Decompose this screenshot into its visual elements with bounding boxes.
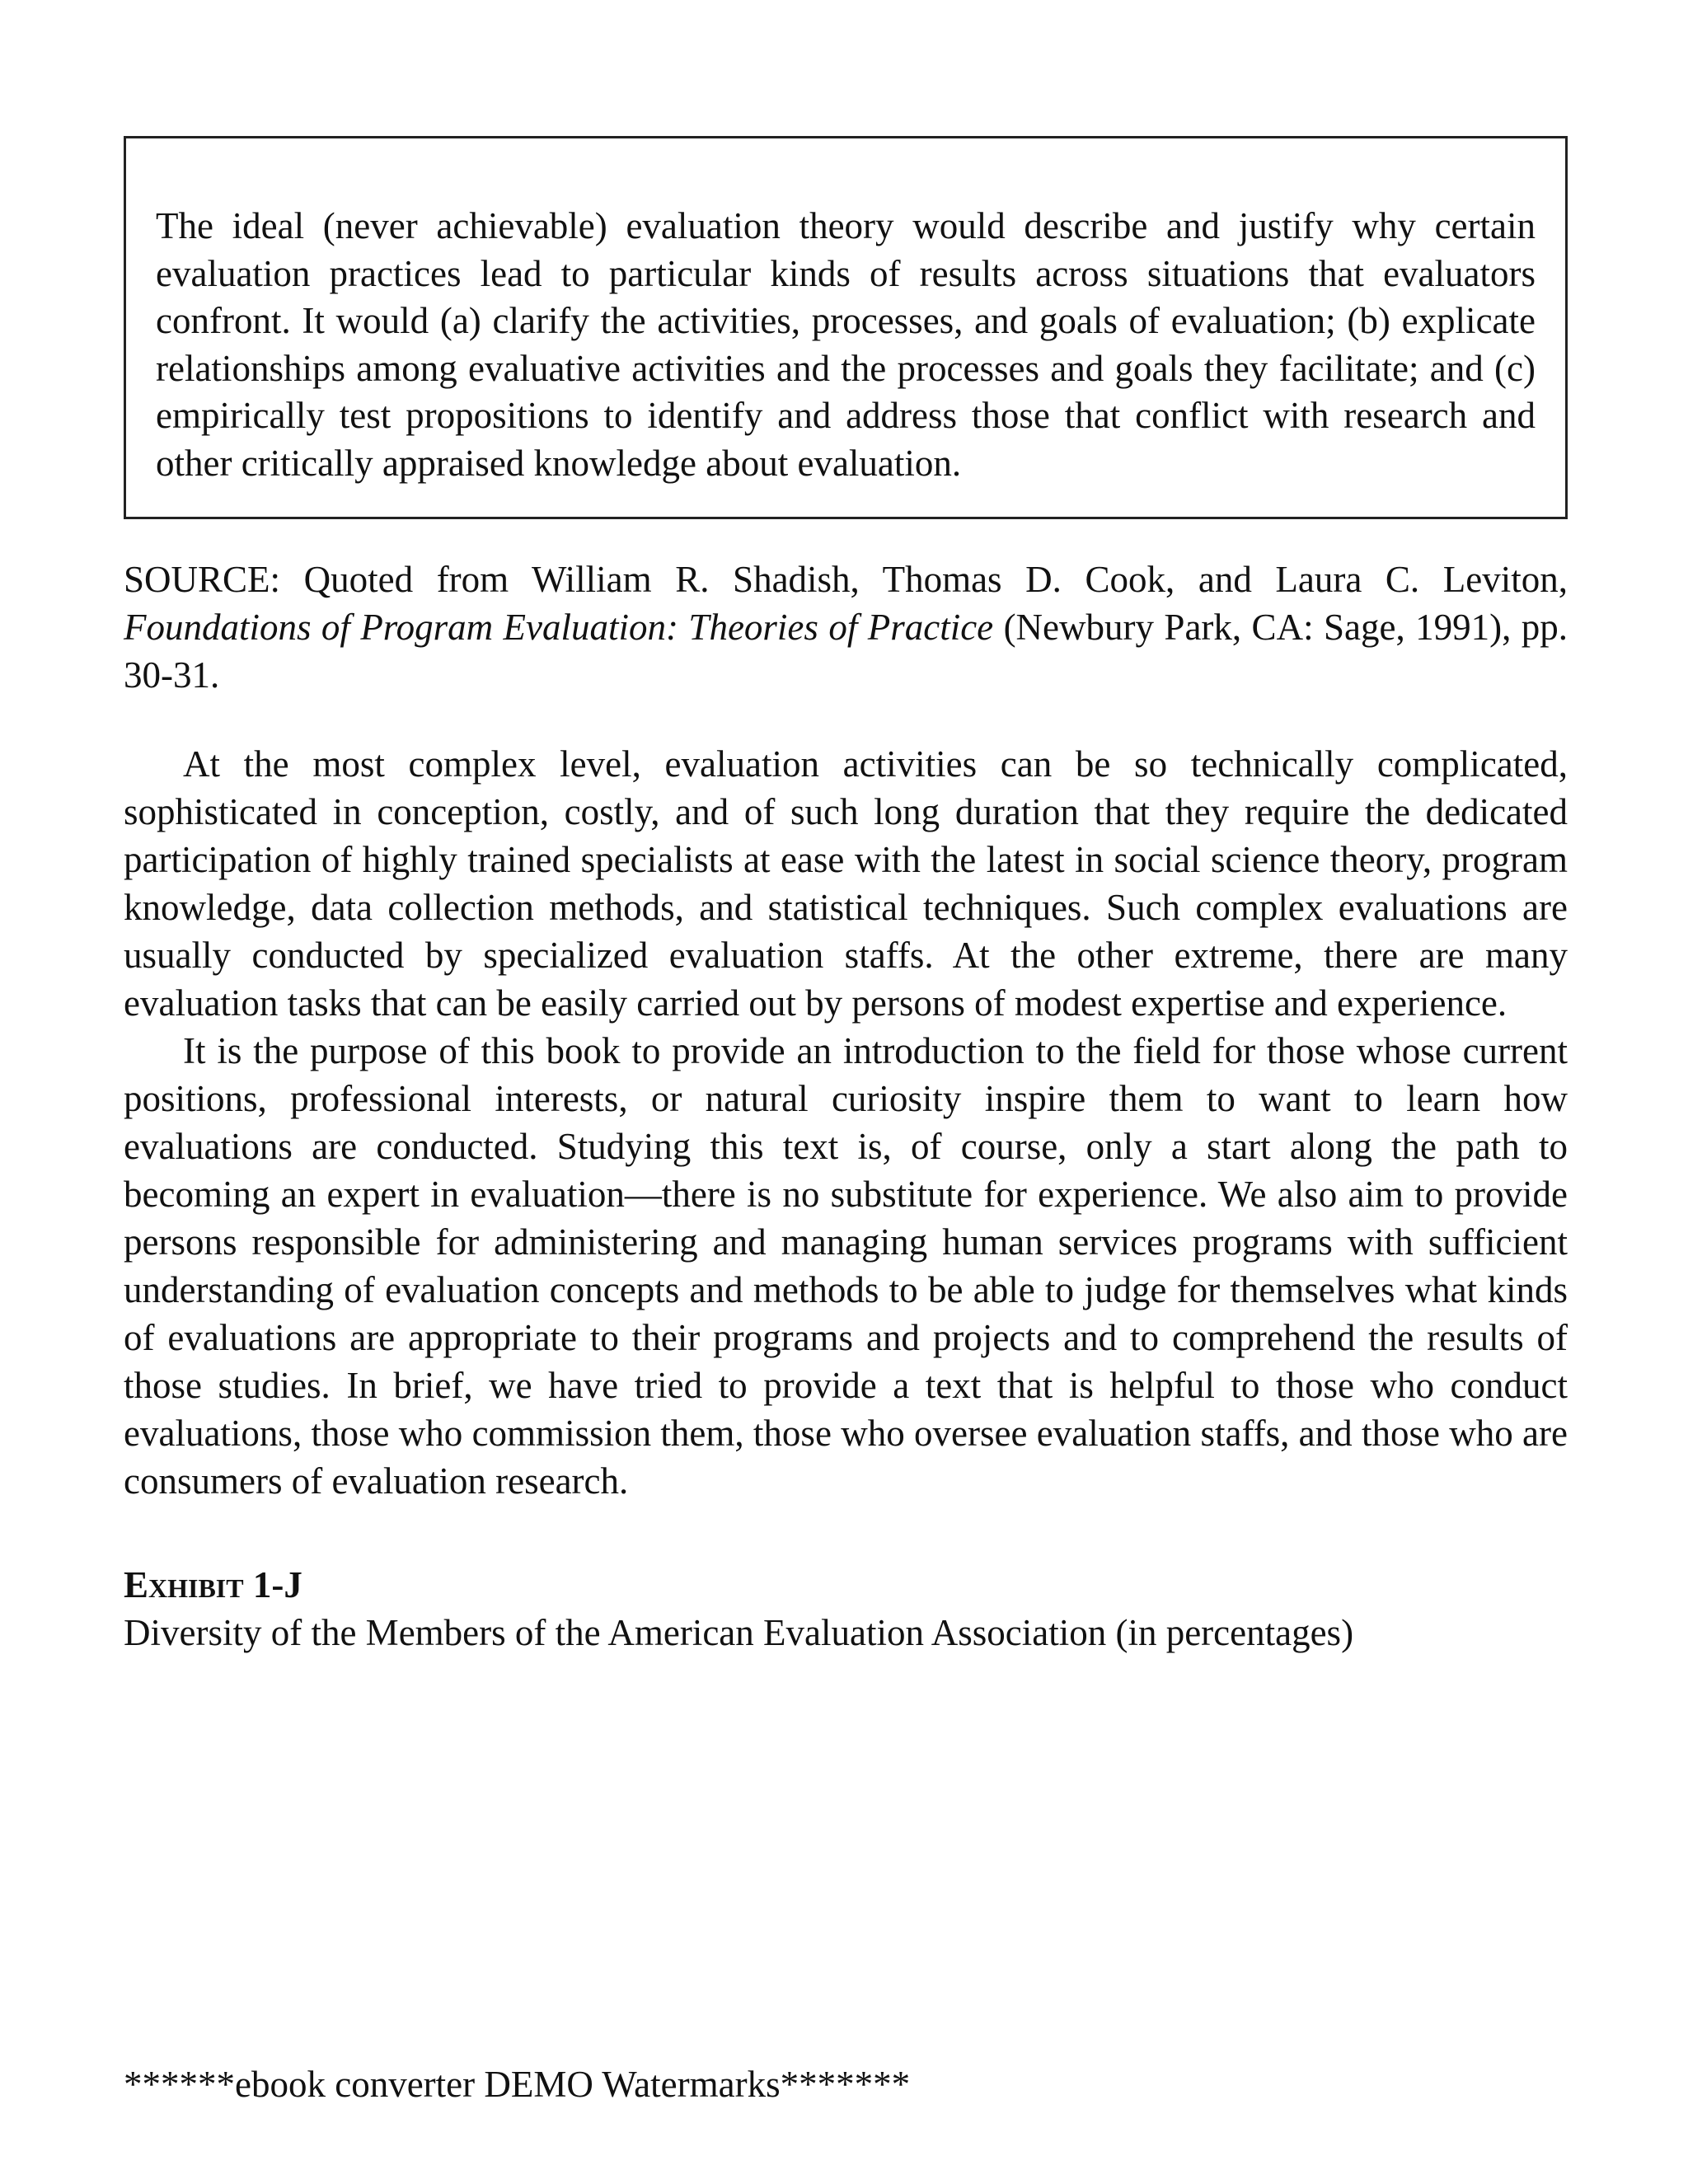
- quote-text: The ideal (never achievable) evaluation theory would describe and justify why certain evaluation practices lead to particular kinds of results across situations that evaluators confront. It would (a) clarify the activities, processes, and goals of evaluation; (b) explicate relationships among evaluative activities and the processes and goals they facilitate; and (c) empirically test propositions to identify and address those that conflict with research and other critically appraised knowledge about evaluation.: [156, 205, 1536, 484]
- page-content: [124, 136, 1568, 1657]
- exhibit-label: Exhibit 1-J: [124, 1564, 302, 1605]
- exhibit-caption: Diversity of the Members of the American Evaluation Association (in percentages): [124, 1612, 1354, 1653]
- watermark-text: ******ebook converter DEMO Watermarks*******: [124, 2064, 911, 2105]
- source-book-title: Foundations of Program Evaluation: Theories of Practice: [124, 607, 994, 648]
- body-paragraph: It is the purpose of this book to provide an introduction to the field for those whose current positions, professional interests, or natural curiosity inspire them to want to learn how evaluations are conducted. Studying this text is, of course, only a start along the path to becoming an expert in evaluation—there is no substitute for experience. We also aim to provide persons responsible for administering and managing human services programs with sufficient understanding of evaluation concepts and methods to be able to judge for themselves what kinds of evaluations are appropriate to their programs and projects and to comprehend the results of those studies. In brief, we have tried to provide a text that is helpful to those who conduct evaluations, those who commission them, those who oversee evaluation staffs, and those who are consumers of evaluation research.: [124, 1030, 1568, 1502]
- quote-box: [124, 136, 1568, 519]
- body-paragraph: At the most complex level, evaluation activities can be so technically complicated, sophisticated in conception, costly, and of such long duration that they require the dedicated participation of highly trained specialists at ease with the latest in social science theory, program knowledge, data collection methods, and statistical techniques. Such complex evaluations are usually conducted by specialized evaluation staffs. At the other extreme, there are many evaluation tasks that can be easily carried out by persons of modest expertise and experience.: [124, 743, 1568, 1024]
- source-prefix: SOURCE: Quoted from William R. Shadish, Thomas D. Cook, and Laura C. Leviton,: [124, 559, 1568, 600]
- source-citation: [124, 555, 1568, 699]
- source-suffix: (Newbury Park, CA: Sage, 1991), pp. 30-31.: [124, 607, 1568, 696]
